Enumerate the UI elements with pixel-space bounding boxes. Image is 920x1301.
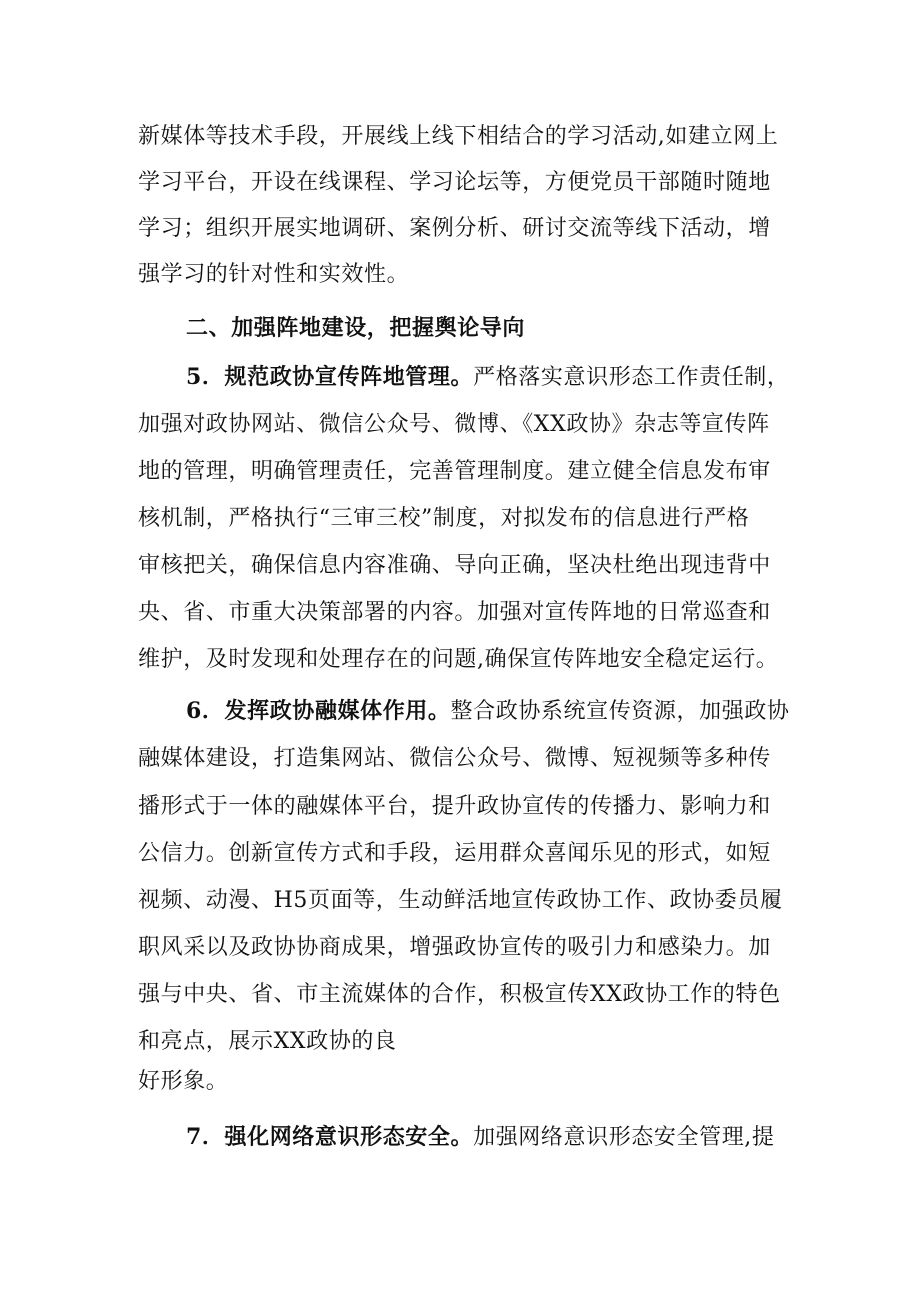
paragraph-line (138, 457, 771, 487)
paragraph-line (138, 980, 781, 1010)
paragraph-line (138, 551, 771, 581)
paragraph-line (138, 260, 409, 290)
line-text: 融媒体建设，打造集网站、微信公众号、微博、短视频等多种传 (138, 746, 771, 771)
paragraph-line (138, 792, 771, 822)
line-text: 核机制，严格执行“三审三校”制度，对拟发布的信息进行严格 (138, 506, 750, 531)
paragraph-line (138, 598, 771, 628)
line-text: 地的管理，明确管理责任，完善管理制度。建立健全信息发布审 (138, 459, 771, 484)
paragraph-line (138, 744, 771, 774)
line-text: 视频、动漫、H5页面等，生动鲜活地宣传政协工作、政协委员履 (138, 888, 783, 913)
line-text: 学习平台，开设在线课程、学习论坛等，方便党员干部随时随地 (138, 170, 771, 195)
line-text: 加强网络意识形态安全管理,提 (473, 1125, 775, 1150)
line-text: 和亮点，展示XX政协的良 (138, 1029, 397, 1054)
paragraph-line (138, 168, 771, 198)
paragraph-line (138, 886, 783, 916)
paragraph-line (138, 645, 778, 675)
item-title: 5．规范政协宣传阵地管理。 (186, 364, 474, 390)
paragraph-line (138, 214, 771, 244)
line-text: 学习；组织开展实地调研、案例分析、研讨交流等线下活动，增 (138, 216, 771, 241)
line-text: 播形式于一体的融媒体平台，提升政协宣传的传播力、影响力和 (138, 794, 771, 819)
item-6-first-line (186, 696, 790, 727)
line-text: 新媒体等技术手段，开展线上线下相结合的学习活动,如建立网上 (138, 124, 779, 149)
item-5-first-line (186, 362, 790, 393)
line-text: 公信力。创新宣传方式和手段，运用群众喜闻乐见的形式，如短 (138, 841, 771, 866)
line-text: 强与中央、省、市主流媒体的合作，积极宣传XX政协工作的特色 (138, 982, 781, 1007)
paragraph-line (138, 410, 770, 440)
paragraph-line (138, 504, 749, 534)
heading-text: 二、加强阵地建设，把握舆论导向 (186, 315, 526, 341)
item-title: 7．强化网络意识形态安全。 (186, 1124, 474, 1150)
line-text: 强学习的针对性和实效性。 (138, 262, 410, 287)
paragraph-line (138, 1067, 228, 1097)
paragraph-line (138, 933, 771, 963)
item-7-first-line (186, 1122, 775, 1153)
line-text: 整合政协系统宣传资源，加强政协 (450, 699, 790, 724)
paragraph-line (138, 1027, 397, 1057)
line-text: 维护，及时发现和处理存在的问题,确保宣传阵地安全稳定运行。 (138, 647, 779, 672)
line-text: 审核把关，确保信息内容准确、导向正确，坚决杜绝出现违背中 (138, 553, 771, 578)
line-text: 严格落实意识形态工作责任制， (473, 365, 790, 390)
paragraph-line (138, 122, 778, 152)
line-text: 职风采以及政协协商成果，增强政协宣传的吸引力和感染力。加 (138, 935, 771, 960)
line-text: 央、省、市重大决策部署的内容。加强对宣传阵地的日常巡查和 (138, 600, 771, 625)
section-heading (186, 313, 525, 343)
paragraph-line (138, 839, 771, 869)
line-text: 好形象。 (138, 1069, 229, 1094)
item-title: 6．发挥政协融媒体作用。 (186, 698, 451, 724)
line-text: 加强对政协网站、微信公众号、微博、《XX政协》杂志等宣传阵 (138, 412, 770, 437)
